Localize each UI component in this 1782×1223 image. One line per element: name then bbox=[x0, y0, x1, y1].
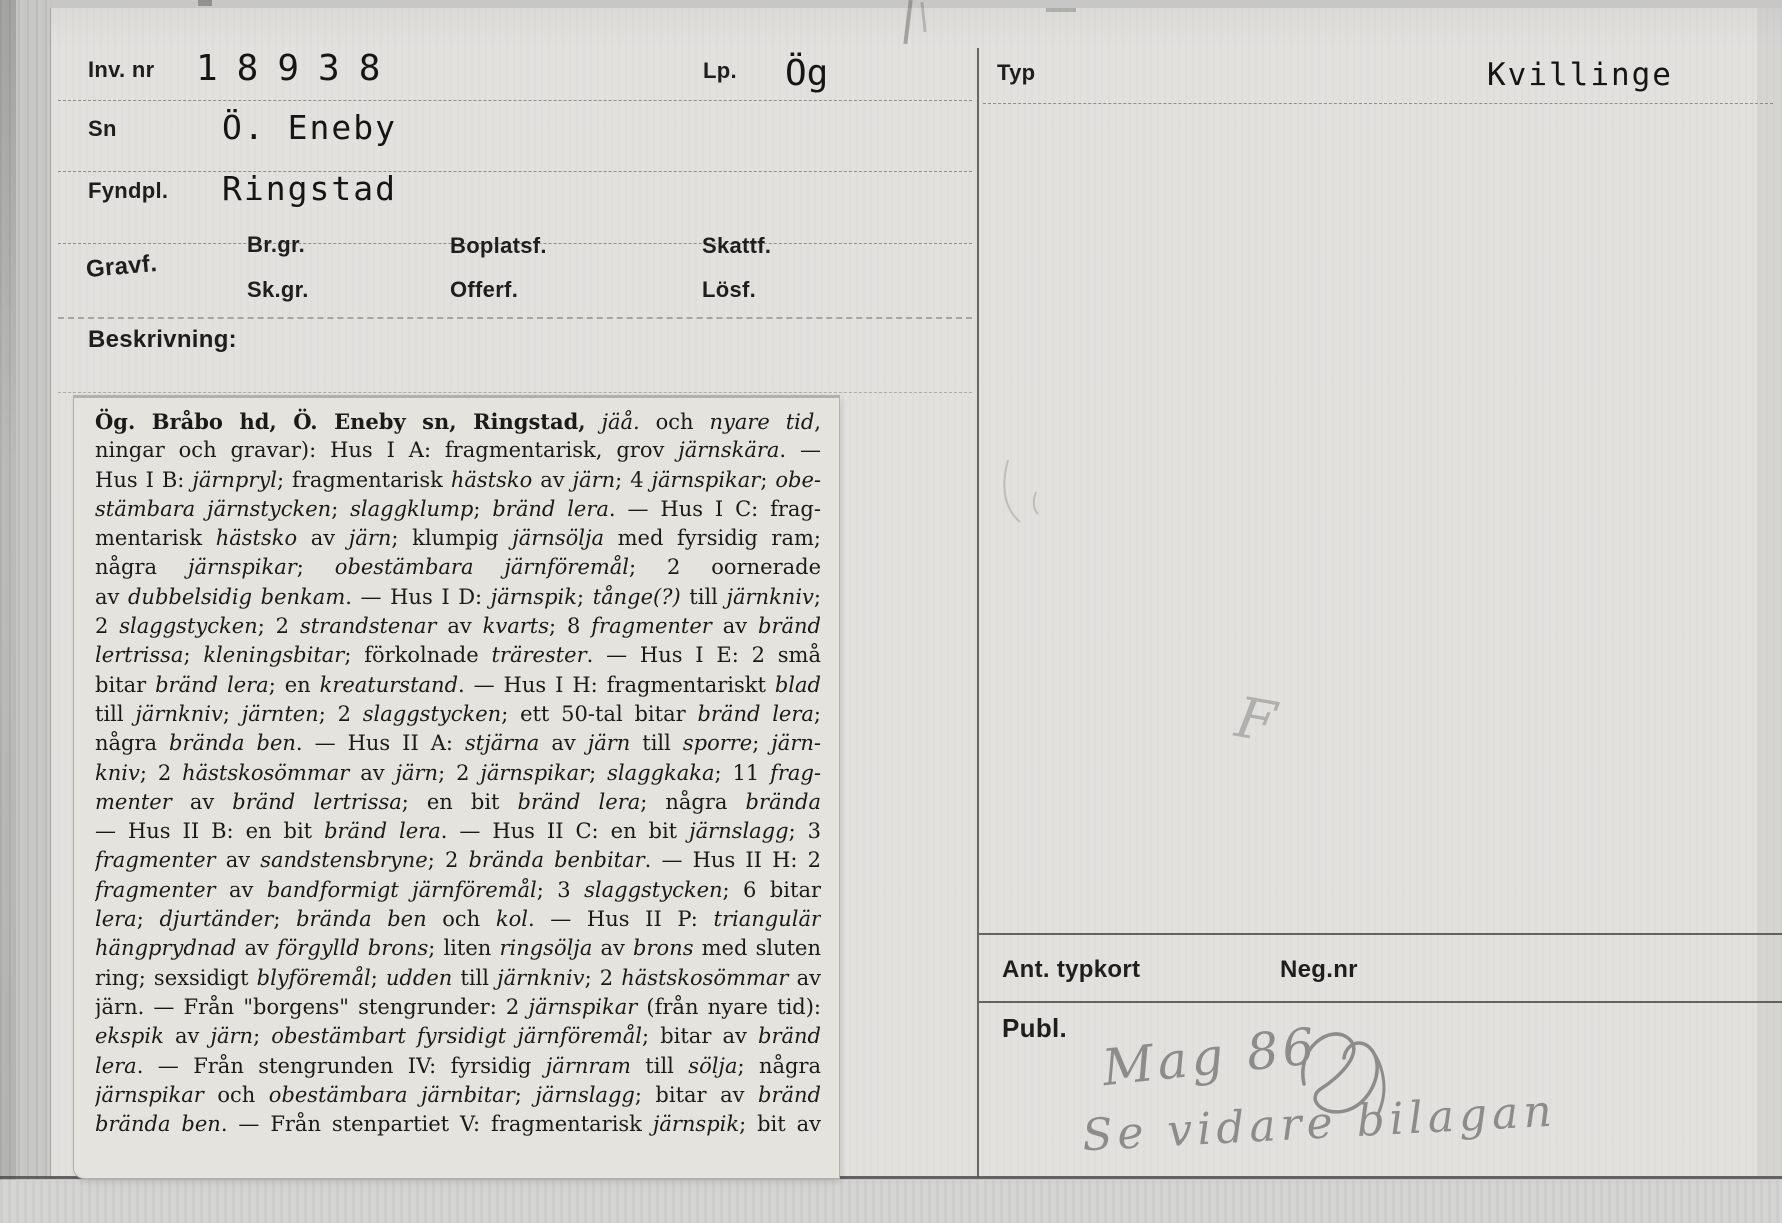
description-line: hängprydnad av förgylld brons; liten ringsölja av brons med sluten bbox=[95, 936, 821, 961]
description-line: menter av bränd lertrissa; en bit bränd lera; några brända bbox=[95, 789, 821, 814]
description-text bbox=[95, 407, 821, 1139]
publ-handwriting: Mag 86 bbox=[1099, 1016, 1321, 1098]
bottom-handwriting: Se vidare bilagan bbox=[1080, 1085, 1558, 1162]
description-line: kniv; 2 hästskosömmar av järn; 2 järnspikar; slaggkaka; 11 frag- bbox=[95, 760, 821, 785]
pasted-clipping bbox=[74, 396, 839, 1178]
typ-value: Kvillinge bbox=[1487, 57, 1673, 93]
ant-typkort-label: Ant. typkort bbox=[1002, 956, 1141, 983]
description-line: fragmenter av sandstensbryne; 2 brända benbitar. — Hus II H: 2 bbox=[95, 848, 821, 873]
invnr-label: Inv. nr bbox=[88, 57, 155, 82]
description-line: mentarisk hästsko av järn; klumpig järnsölja med fyrsidig ram; bbox=[95, 526, 821, 551]
losf-label: Lösf. bbox=[702, 277, 757, 302]
panel-divider bbox=[977, 48, 979, 1177]
description-line: ring; sexsidigt blyföremål; udden till järnkniv; 2 hästskosömmar av bbox=[95, 965, 821, 990]
description-line: — Hus II B: en bit bränd lera. — Hus II C: en bit järnslagg; 3 bbox=[95, 819, 821, 844]
faint-pencil-mark: F bbox=[1230, 685, 1281, 756]
skattf-label: Skattf. bbox=[702, 233, 772, 258]
publ-label: Publ. bbox=[1002, 1013, 1068, 1043]
description-line: några järnspikar; obestämbara järnföremål; 2 oornerade bbox=[95, 555, 821, 580]
fyndpl-label: Fyndpl. bbox=[88, 178, 169, 203]
pencil-scratch bbox=[998, 450, 1058, 540]
description-line: av dubbelsidig benkam. — Hus I D: järnspik; tånge(?) till järnkniv; bbox=[95, 584, 821, 609]
sn-label: Sn bbox=[88, 116, 117, 141]
beskrivning-label: Beskrivning: bbox=[88, 326, 237, 353]
description-line: några brända ben. — Hus II A: stjärna av järn till sporre; järn- bbox=[95, 731, 821, 756]
lp-value: Ög bbox=[785, 53, 829, 94]
fyndpl-value: Ringstad bbox=[222, 169, 397, 208]
description-line: ekspik av järn; obestämbart fyrsidigt järnföremål; bitar av bränd bbox=[95, 1024, 821, 1049]
skgr-label: Sk.gr. bbox=[247, 277, 309, 302]
invnr-value: 18938 bbox=[196, 48, 400, 89]
description-line: fragmenter av bandformigt järnföremål; 3 slaggstycken; 6 bitar bbox=[95, 877, 821, 902]
scanner-edge-left bbox=[0, 0, 52, 1223]
description-line: lera. — Från stengrunden IV: fyrsidig järnram till sölja; några bbox=[95, 1053, 821, 1078]
sn-value: Ö. Eneby bbox=[222, 108, 397, 147]
rule-above-ant-typkort bbox=[979, 933, 1782, 935]
description-line: lera; djurtänder; brända ben och kol. — Hus II P: triangulär bbox=[95, 907, 821, 932]
rule-under-sn bbox=[58, 171, 972, 172]
brgr-label: Br.gr. bbox=[247, 232, 306, 257]
description-line: Hus I B: järnpryl; fragmentarisk hästsko av järn; 4 järnspikar; obe- bbox=[95, 467, 821, 492]
description-line: Ög. Bråbo hd, Ö. Eneby sn, Ringstad, jäå. och nyare tid, bbox=[95, 409, 821, 434]
description-line: brända ben. — Från stenpartiet V: fragmentarisk järnspik; bit av bbox=[95, 1112, 821, 1137]
description-line: ningar och gravar): Hus I A: fragmentarisk, grov järnskära. — bbox=[95, 438, 821, 463]
description-line: järnspikar och obestämbara järnbitar; järnslagg; bitar av bränd bbox=[95, 1082, 821, 1107]
rule-under-gravf bbox=[58, 317, 972, 319]
scan-smudge bbox=[198, 0, 212, 6]
rule-under-typ bbox=[983, 103, 1773, 104]
description-line: järn. — Från "borgens" stengrunder: 2 järnspikar (från nyare tid): bbox=[95, 994, 821, 1019]
scan-smudge bbox=[1046, 8, 1076, 12]
scanner-edge-bottom bbox=[0, 1180, 1782, 1223]
boplatsf-label: Boplatsf. bbox=[450, 233, 547, 258]
lp-label: Lp. bbox=[703, 58, 737, 83]
description-line: bitar bränd lera; en kreaturstand. — Hus I H: fragmentariskt blad bbox=[95, 672, 821, 697]
description-line: till järnkniv; järnten; 2 slaggstycken; ett 50-tal bitar bränd lera; bbox=[95, 701, 821, 726]
gravf-label: Gravf. bbox=[84, 249, 159, 284]
rule-under-ant-typkort bbox=[979, 1001, 1782, 1003]
rule-under-invnr bbox=[58, 100, 972, 101]
description-line: 2 slaggstycken; 2 strandstenar av kvarts; 8 fragmenter av bränd bbox=[95, 614, 821, 639]
negnr-label: Neg.nr bbox=[1280, 956, 1358, 983]
rule-above-description bbox=[58, 392, 972, 393]
offerf-label: Offerf. bbox=[450, 277, 519, 302]
description-line: stämbara järnstycken; slaggklump; bränd lera. — Hus I C: frag- bbox=[95, 496, 821, 521]
typ-label: Typ bbox=[997, 60, 1036, 85]
description-line: lertrissa; kleningsbitar; förkolnade trärester. — Hus I E: 2 små bbox=[95, 643, 821, 668]
